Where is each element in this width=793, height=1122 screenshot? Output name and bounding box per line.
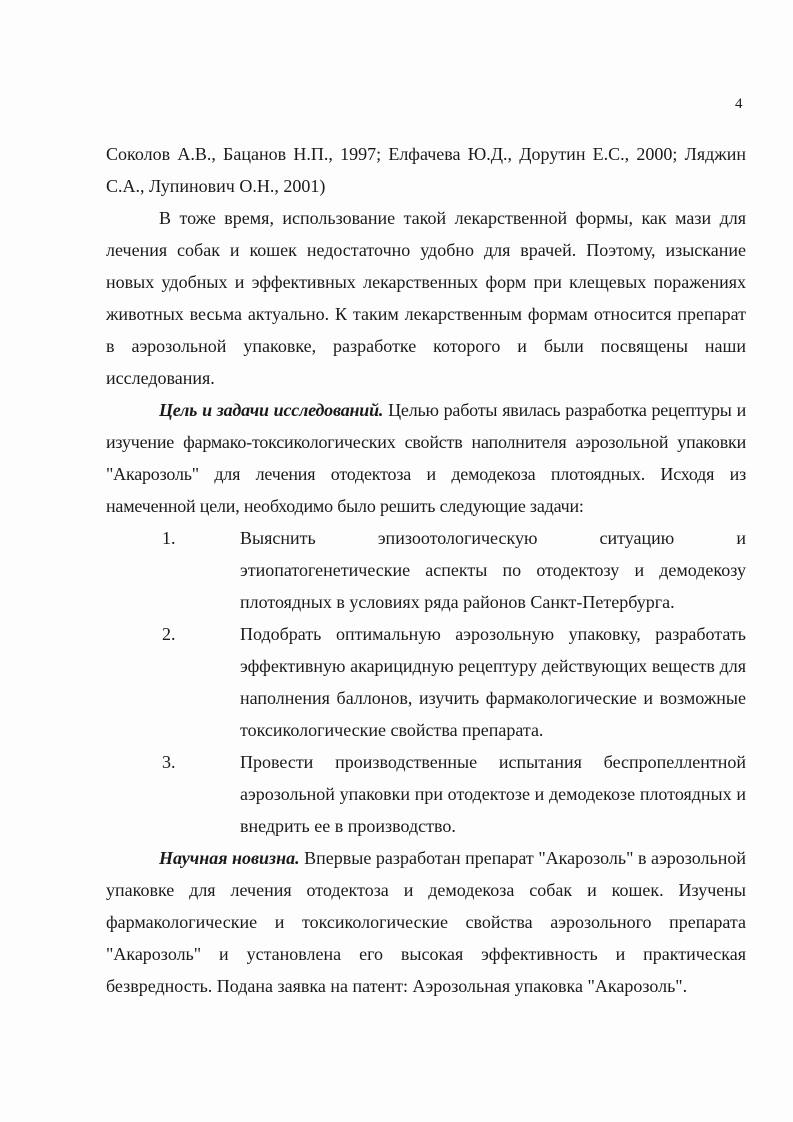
task-item xyxy=(106,522,746,618)
task-item xyxy=(106,618,746,746)
goal-heading: Цель и задачи исследований. xyxy=(159,400,384,420)
citation-paragraph: Соколов А.В., Бацанов Н.П., 1997; Елфачева Ю.Д., Дорутин Е.С., 2000; Ляджин С.А., Лупинович О.Н., 2001) xyxy=(106,144,746,196)
task-list xyxy=(106,522,746,842)
page-number: 4 xyxy=(735,96,743,112)
task-item xyxy=(106,746,746,842)
novelty-heading: Научная новизна. xyxy=(159,848,300,868)
novelty-paragraph xyxy=(106,842,746,1002)
body-text xyxy=(106,138,746,1002)
goal-paragraph xyxy=(106,394,746,522)
task-text: Подобрать оптимальную аэрозольную упаковку, разработать эффективную акарицидную рецептуру действующих веществ для наполнения баллонов, изучить фармакологические и возможные токсикологические свойства препарата. xyxy=(240,624,746,740)
goal-text: Целью работы явилась разработка рецептуры и изучение фармако-токсикологических свойств наполнителя аэрозольной упаковки "Акарозоль" для лечения отодектоза и демодекоза плотоядных. Исходя из намеченной цели, необходимо было решить следующие задачи: xyxy=(106,400,747,516)
novelty-text: Впервые разработан препарат "Акарозоль" в аэрозольной упаковке для лечения отодектоза и демодекоза собак и кошек. Изучены фармакологические и токсикологические свойства аэрозольного препарата "Акарозоль" и установлена его высокая эффективность и практическая безвредность. Подана заявка на патент: Аэрозольная упаковка "Акарозоль". xyxy=(106,848,746,996)
task-text: Выяснить эпизоотологическую ситуацию и этиопатогенетические аспекты по отодектозу и демодекозу плотоядных в условиях ряда районов Санкт-Петербурга. xyxy=(240,528,746,612)
task-number: 1. xyxy=(162,528,176,548)
task-number: 3. xyxy=(162,752,176,772)
task-text: Провести производственные испытания беспропеллентной аэрозольной упаковки при отодектозе и демодекозе плотоядных и внедрить ее в производство. xyxy=(240,752,746,836)
relevance-paragraph: В тоже время, использование такой лекарственной формы, как мази для лечения собак и кошек недостаточно удобно для врачей. Поэтому, изыскание новых удобных и эффективных лекарственных форм при клещевых поражениях животных весьма актуально. К таким лекарственным формам относится препарат в аэрозольной упаковке, разработке которого и были посвящены наши исследования. xyxy=(106,208,746,388)
task-number: 2. xyxy=(162,624,176,644)
